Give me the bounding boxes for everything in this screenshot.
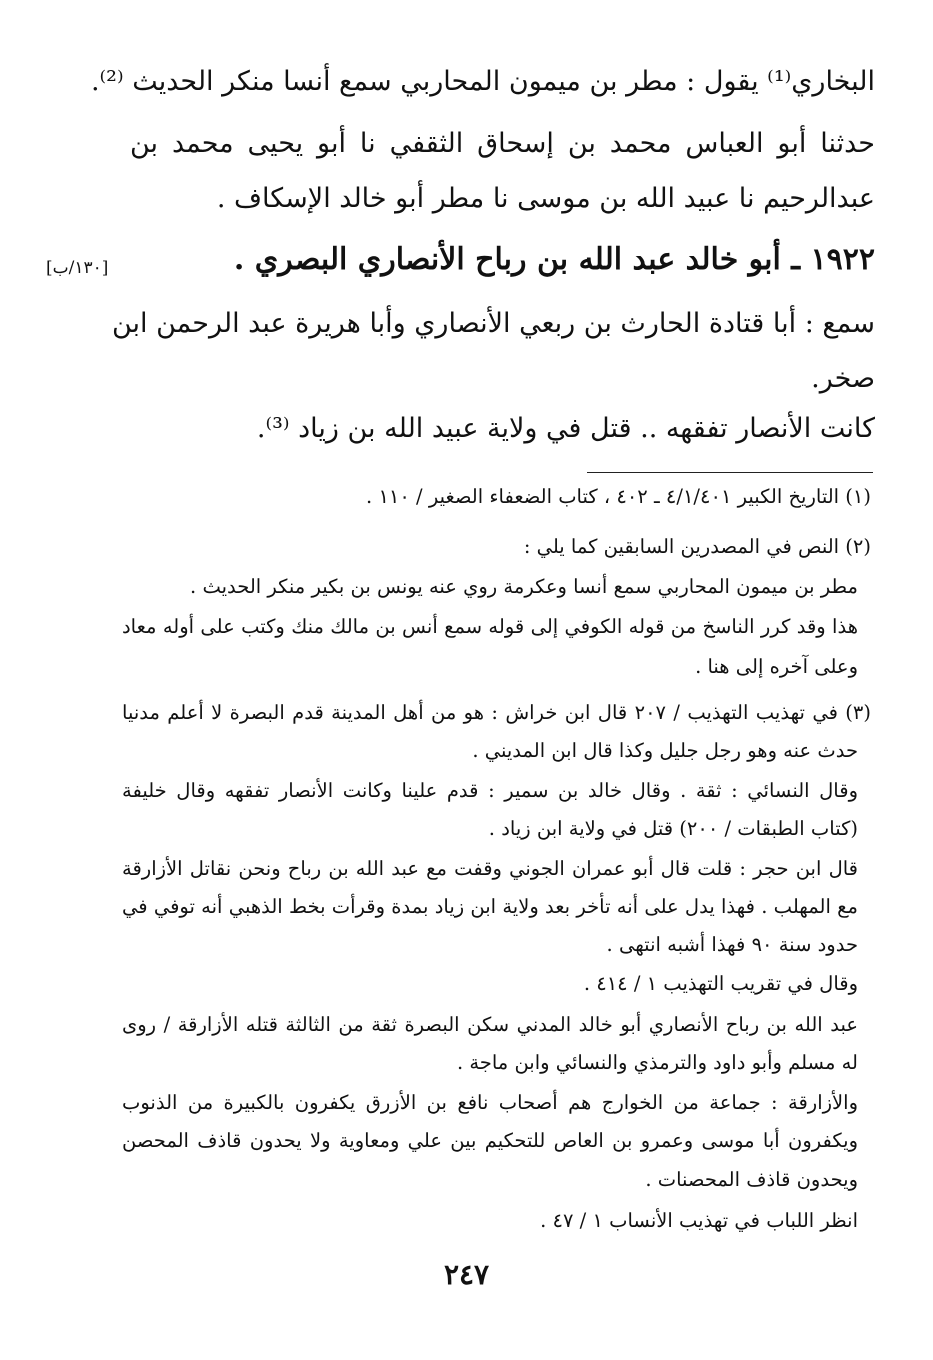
footnote-3-line-1: (٣) في تهذيب التهذيب / ٢٠٧ قال ابن خراش : هو من أهل المدينة قدم البصرة لا أعلم مدنيا bbox=[122, 701, 872, 724]
footnote-3-line-10: له مسلم وأبو داود والترمذي والنسائي وابن ماجة . bbox=[456, 1051, 858, 1074]
footnote-separator bbox=[587, 472, 873, 473]
margin-folio-ref: [١٣٠/ب] bbox=[46, 258, 109, 278]
footnote-1: (١) التاريخ الكبير ٤/١/٤٠١ ـ ٤٠٢ ، كتاب الضعفاء الصغير / ١١٠ . bbox=[366, 485, 871, 508]
main-text-line-2: حدثنا أبو العباس محمد بن إسحاق الثقفي نا أبو يحيى محمد بن bbox=[130, 128, 875, 159]
footnote-2-line-3: هذا وقد كرر الناسخ من قوله الكوفي إلى قوله سمع أنس بن مالك منك وكتب على أوله معاد bbox=[122, 615, 858, 638]
footnote-3-line-11: والأزارقة : جماعة من الخوارج هم أصحاب نافع بن الأزرق يكفرون بالكبيرة من الذنوب bbox=[122, 1091, 858, 1114]
footnote-3-line-5: قال ابن حجر : قلت قال أبو عمران الجوني وقفت مع عبد الله بن رباح ونحن نقاتل الأزارقة bbox=[122, 857, 858, 880]
footnote-3-line-4: (كتاب الطبقات / ٢٠٠) قتل في ولاية ابن زياد . bbox=[488, 817, 858, 840]
main-text-line-4: سمع : أبا قتادة الحارث بن ربعي الأنصاري وأبا هريرة عبد الرحمن ابن bbox=[111, 308, 875, 339]
footnote-3-line-9: عبد الله بن رباح الأنصاري أبو خالد المدني سكن البصرة ثقة من الثالثة قتله الأزارقة / روى bbox=[122, 1013, 858, 1036]
entry-heading: ١٩٢٢ ـ أبو خالد عبد الله بن رباح الأنصاري البصري . bbox=[233, 242, 875, 277]
footnote-3-line-14: انظر اللباب في تهذيب الأنساب ١ / ٤٧ . bbox=[540, 1209, 858, 1232]
footnote-3-line-13: ويحدون قاذف المحصنات . bbox=[645, 1168, 858, 1191]
footnote-3-line-12: ويكفرون أبا موسى وعمرو بن العاص للتحكيم بين علي ومعاوية ولا يحدون قاذف المحصن bbox=[122, 1129, 858, 1152]
main-text-line-5: صخر. bbox=[811, 363, 875, 394]
main-text-line-3: عبدالرحيم نا عبيد الله بن موسى نا مطر أبو خالد الإسكاف . bbox=[216, 183, 875, 214]
footnote-3-line-6: مع المهلب . فهذا يدل على أنه تأخر بعد ولاية ابن زياد بمدة وقرأت بخط الذهبي أنه توفي في bbox=[122, 895, 858, 918]
main-text-line-1: البخاري⁽¹⁾ يقول : مطر بن ميمون المحاربي سمع أنسا منكر الحديث ⁽²⁾. bbox=[90, 66, 875, 97]
footnote-3-line-2: حدث عنه وهو رجل جليل وكذا قال ابن المديني . bbox=[472, 739, 858, 762]
footnote-3-line-8: وقال في تقريب التهذيب ١ / ٤١٤ . bbox=[583, 972, 858, 995]
footnote-2-line-4: وعلى آخره إلى هنا . bbox=[695, 655, 858, 678]
page-number: ٢٤٧ bbox=[443, 1258, 490, 1291]
footnote-3-line-3: وقال النسائي : ثقة . وقال خالد بن سمير : قدم علينا وكانت الأنصار تفقهه وقال خليفة bbox=[122, 779, 858, 802]
main-text-line-6: كانت الأنصار تفقهه .. قتل في ولاية عبيد الله بن زياد ⁽³⁾. bbox=[256, 413, 875, 444]
footnote-2-line-1: (٢) النص في المصدرين السابقين كما يلي : bbox=[523, 535, 871, 558]
footnote-2-line-2: مطر بن ميمون المحاربي سمع أنسا وعكرمة روي عنه يونس بن بكير منكر الحديث . bbox=[190, 575, 858, 598]
footnote-3-line-7: حدود سنة ٩٠ فهذا أشبه انتهى . bbox=[606, 933, 858, 956]
